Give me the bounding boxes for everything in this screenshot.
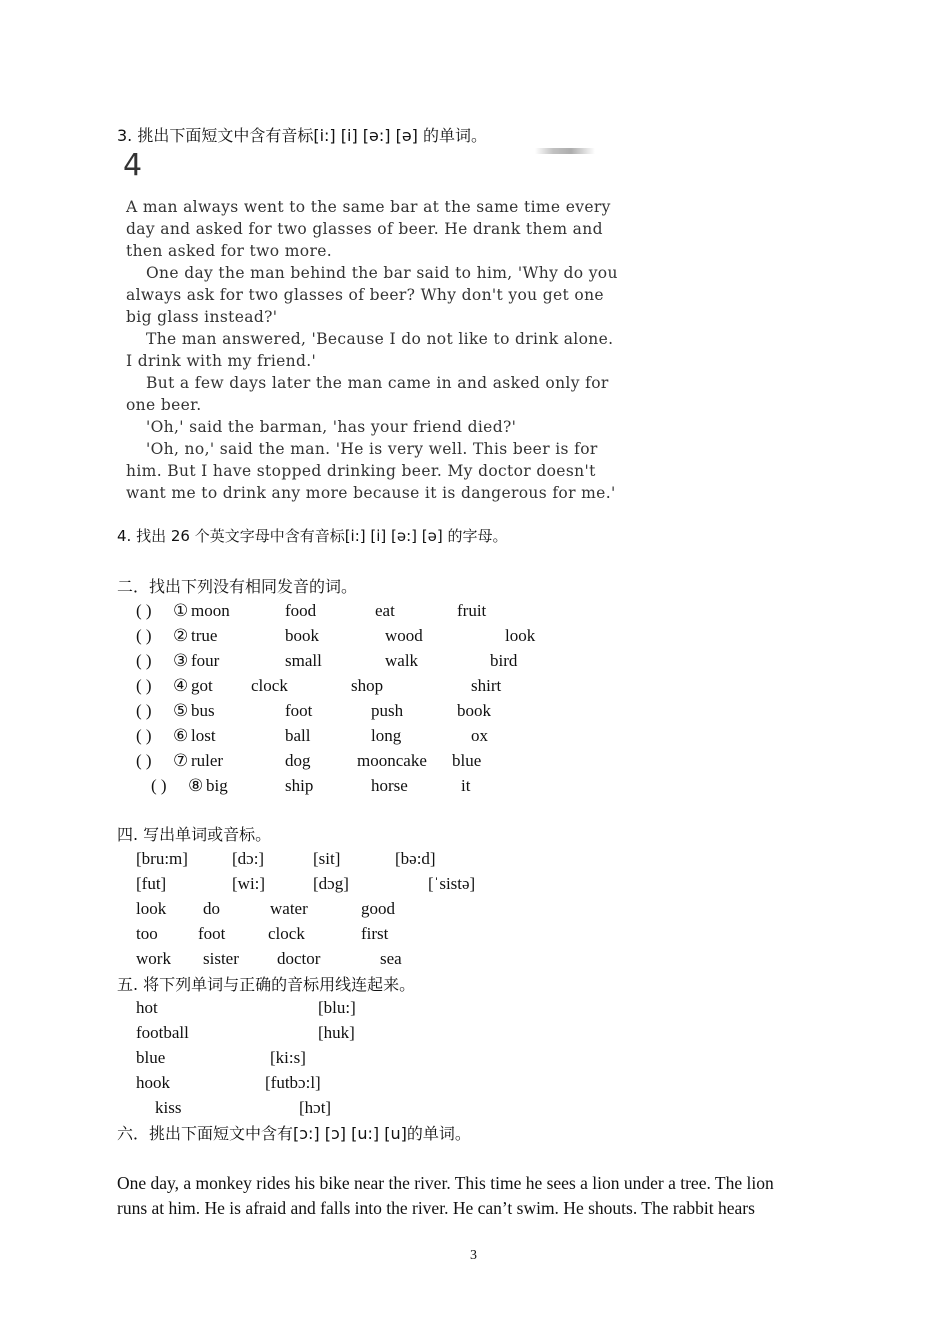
item-number: ⑦ bbox=[173, 751, 189, 770]
passage-line: The man answered, 'Because I do not like to drink alone. bbox=[146, 330, 614, 348]
match-word: blue bbox=[136, 1048, 166, 1067]
item-number: ④ bbox=[173, 676, 189, 695]
passage-line: day and asked for two glasses of beer. He drank them and bbox=[126, 220, 603, 238]
word: got bbox=[191, 676, 213, 695]
answer-paren: ( ) bbox=[136, 751, 152, 770]
sec4-item: first bbox=[361, 924, 389, 943]
word: small bbox=[285, 651, 322, 670]
match-word: kiss bbox=[155, 1098, 182, 1117]
answer-paren: ( ) bbox=[136, 626, 152, 645]
word: ship bbox=[285, 776, 314, 795]
word: it bbox=[461, 776, 471, 795]
answer-paren: ( ) bbox=[136, 701, 152, 720]
sec4-item: clock bbox=[268, 924, 305, 943]
scan-smudge bbox=[535, 148, 595, 154]
passage-number: 4 bbox=[123, 148, 143, 183]
word: look bbox=[505, 626, 536, 645]
word: eat bbox=[375, 601, 395, 620]
passage-line: one beer. bbox=[126, 396, 202, 414]
match-word: hot bbox=[136, 998, 158, 1017]
sec4-item: good bbox=[361, 899, 395, 918]
passage-line: want me to drink any more because it is dangerous for me.' bbox=[126, 484, 616, 502]
sec4-item: [fut] bbox=[136, 874, 167, 893]
item-number: ② bbox=[173, 626, 189, 645]
sec4-item: too bbox=[136, 924, 158, 943]
scanned-passage-image bbox=[117, 148, 657, 508]
word: horse bbox=[371, 776, 408, 795]
sec4-item: do bbox=[203, 899, 220, 918]
sec4-item: water bbox=[270, 899, 308, 918]
word: ball bbox=[285, 726, 311, 745]
sec4-item: [sit] bbox=[313, 849, 341, 868]
word: ruler bbox=[191, 751, 224, 770]
item-number: ⑧ bbox=[188, 776, 204, 795]
passage-line: I drink with my friend.' bbox=[126, 352, 317, 370]
word: push bbox=[371, 701, 404, 720]
passage-line: A man always went to the same bar at the same time every bbox=[126, 198, 611, 216]
answer-paren: ( ) bbox=[136, 601, 152, 620]
passage-line: him. But I have stopped drinking beer. My doctor doesn't bbox=[126, 462, 596, 480]
answer-paren: ( ) bbox=[136, 726, 152, 745]
passage-line: One day the man behind the bar said to him, 'Why do you bbox=[146, 264, 618, 282]
answer-paren: ( ) bbox=[136, 676, 152, 695]
sec4-item: [bə:d] bbox=[395, 849, 436, 868]
sec4-title: 四. 写出单词或音标。 bbox=[117, 825, 272, 844]
item-number: ⑥ bbox=[173, 726, 189, 745]
word: wood bbox=[385, 626, 423, 645]
word: shop bbox=[351, 676, 384, 695]
word: clock bbox=[251, 676, 288, 695]
answer-paren: ( ) bbox=[136, 651, 152, 670]
item-number: ⑤ bbox=[173, 701, 189, 720]
word: big bbox=[206, 776, 228, 795]
word: food bbox=[285, 601, 317, 620]
word: true bbox=[191, 626, 218, 645]
sec2-title: 二．找出下列没有相同发音的词。 bbox=[117, 577, 358, 596]
q4-title: 4. 找出 26 个英文字母中含有音标[i:] [i] [ə:] [ə] 的字母。 bbox=[117, 527, 508, 545]
answer-paren: ( ) bbox=[151, 776, 167, 795]
word: mooncake bbox=[357, 751, 427, 770]
passage-line: big glass instead?' bbox=[126, 308, 278, 326]
page-number: 3 bbox=[470, 1248, 477, 1263]
passage-line: always ask for two glasses of beer? Why don't you get one bbox=[126, 286, 604, 304]
sec4-item: work bbox=[136, 949, 171, 968]
sec4-item: foot bbox=[198, 924, 226, 943]
word: four bbox=[191, 651, 220, 670]
sec4-item: [bru:m] bbox=[136, 849, 188, 868]
sec4-item: [ˈsistə] bbox=[428, 874, 476, 893]
word: dog bbox=[285, 751, 311, 770]
item-number: ① bbox=[173, 601, 189, 620]
sec4-item: sea bbox=[380, 949, 402, 968]
word: shirt bbox=[471, 676, 502, 695]
word: moon bbox=[191, 601, 230, 620]
word: lost bbox=[191, 726, 216, 745]
sec4-item: look bbox=[136, 899, 167, 918]
word: fruit bbox=[457, 601, 487, 620]
passage-line: 'Oh, no,' said the man. 'He is very well. This beer is for bbox=[146, 440, 598, 458]
passage-line: 'Oh,' said the barman, 'has your friend died?' bbox=[146, 418, 517, 436]
word: book bbox=[457, 701, 491, 720]
word: foot bbox=[285, 701, 313, 720]
match-phonetic: [huk] bbox=[318, 1023, 355, 1042]
q3-title: 3. 挑出下面短文中含有音标[i:] [i] [ə:] [ə] 的单词。 bbox=[117, 126, 487, 145]
match-word: hook bbox=[136, 1073, 170, 1092]
match-phonetic: [hɔt] bbox=[299, 1098, 332, 1117]
word: blue bbox=[452, 751, 482, 770]
passage-line: then asked for two more. bbox=[126, 242, 333, 260]
word: ox bbox=[471, 726, 488, 745]
match-phonetic: [ki:s] bbox=[270, 1048, 306, 1067]
sec4-item: sister bbox=[203, 949, 239, 968]
word: book bbox=[285, 626, 319, 645]
word: walk bbox=[385, 651, 419, 670]
word: bus bbox=[191, 701, 215, 720]
word: long bbox=[371, 726, 402, 745]
sec6-title: 六．挑出下面短文中含有[ɔ:] [ɔ] [u:] [u]的单词。 bbox=[117, 1124, 471, 1143]
sec4-item: [wi:] bbox=[232, 874, 266, 893]
match-phonetic: [futbɔ:l] bbox=[265, 1073, 321, 1092]
sec5-title: 五. 将下列单词与正确的音标用线连起来。 bbox=[117, 975, 416, 994]
passage-line: But a few days later the man came in and asked only for bbox=[146, 374, 609, 392]
sec6-line-1: One day, a monkey rides his bike near the river. This time he sees a lion under a tree. The lion bbox=[117, 1173, 774, 1193]
item-number: ③ bbox=[173, 651, 189, 670]
word: bird bbox=[490, 651, 518, 670]
sec4-item: [dɔ:] bbox=[232, 849, 265, 868]
sec6-line-2: runs at him. He is afraid and falls into the river. He can’t swim. He shouts. The rabbit hears bbox=[117, 1198, 755, 1218]
sec4-item: doctor bbox=[277, 949, 321, 968]
match-phonetic: [blu:] bbox=[318, 998, 356, 1017]
sec4-item: [dɔg] bbox=[313, 874, 349, 893]
match-word: football bbox=[136, 1023, 189, 1042]
